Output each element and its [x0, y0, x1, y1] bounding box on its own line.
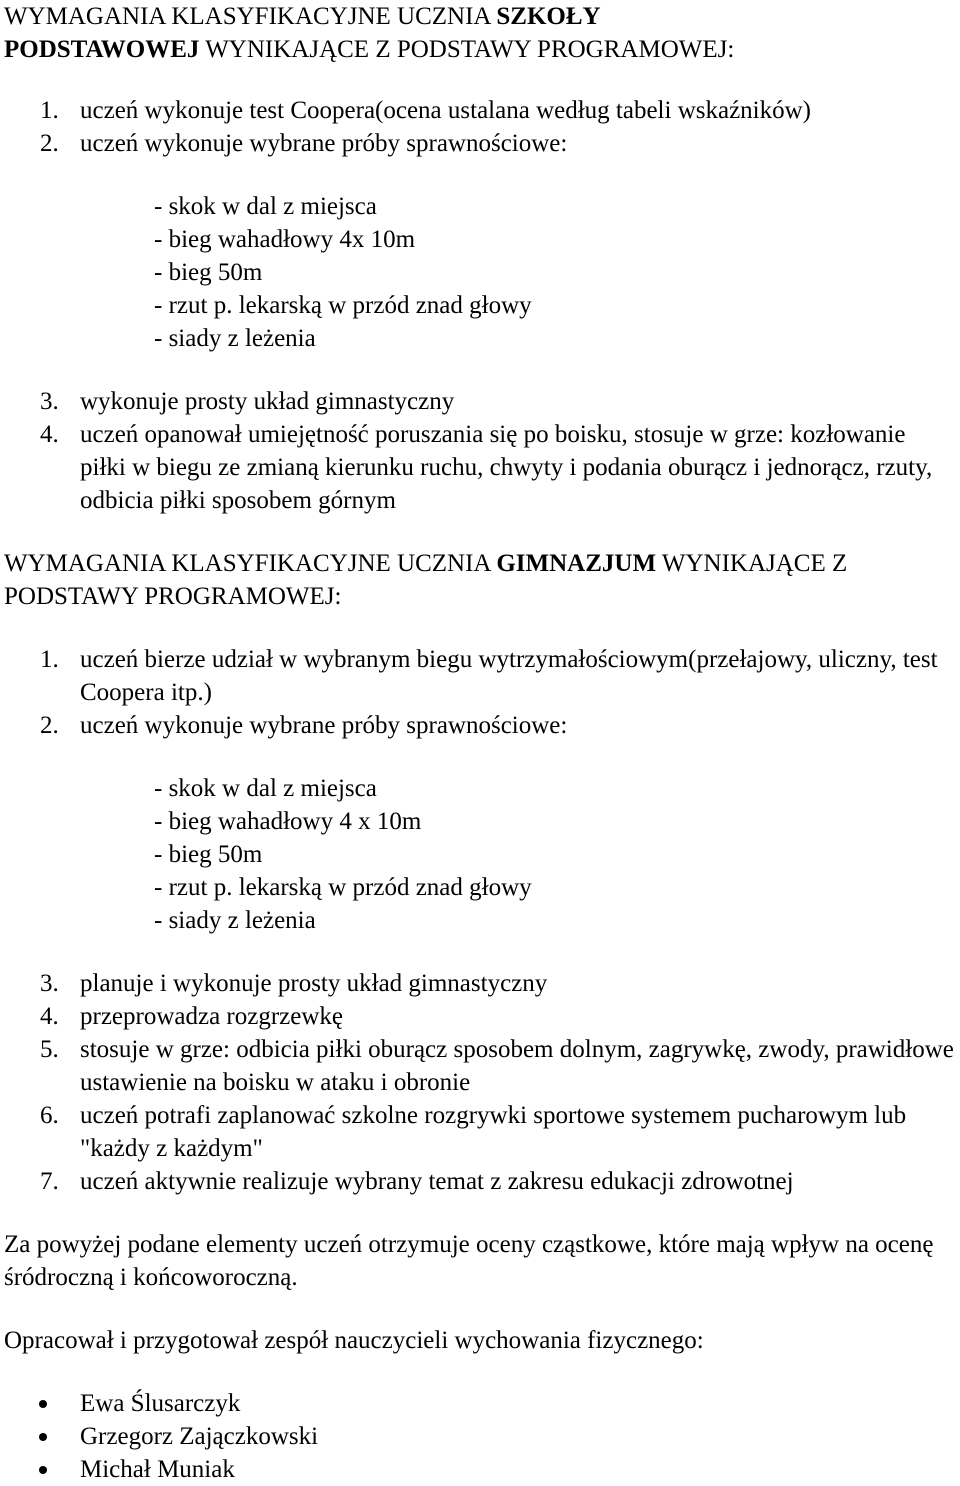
test-item: - rzut p. lekarską w przód znad głowy	[154, 292, 532, 319]
spacer	[4, 1198, 956, 1228]
item-number: 1.	[40, 646, 59, 673]
author-name: Michał Muniak	[80, 1456, 235, 1483]
item-number: 3.	[40, 970, 59, 997]
test-item: - bieg wahadłowy 4 x 10m	[154, 808, 422, 835]
spacer	[4, 66, 956, 94]
item-text: stosuje w grze: odbicia piłki oburącz sposobem dolnym, zagrywkę, zwody, prawidłowe ustawienie na boisku w ataku i obronie	[80, 1036, 954, 1096]
spacer	[4, 517, 956, 547]
section1-requirements-list	[4, 94, 956, 160]
test-item: - bieg wahadłowy 4x 10m	[154, 226, 416, 253]
spacer	[4, 742, 956, 772]
item-text: uczeń opanował umiejętność poruszania się po boisku, stosuje w grze: kozłowanie piłki w biegu ze zmianą kierunku ruchu, chwyty i podania oburącz i jednorącz, rzuty, odbicia piłki sposobem górnym	[80, 421, 933, 514]
bullet-icon	[39, 1400, 47, 1408]
heading-text: WYMAGANIA KLASYFIKACYJNE UCZNIA	[4, 550, 497, 577]
author-item	[80, 1387, 956, 1420]
item-number: 6.	[40, 1102, 59, 1129]
spacer	[4, 1294, 956, 1324]
bullet-icon	[39, 1433, 47, 1441]
list-item	[4, 1033, 956, 1099]
heading-bold-text: PODSTAWOWEJ	[4, 36, 200, 63]
list-item	[4, 1099, 956, 1165]
list-item	[4, 709, 956, 742]
list-item	[4, 94, 956, 127]
list-item	[4, 418, 956, 517]
item-number: 2.	[40, 130, 59, 157]
document-page	[4, 0, 956, 1486]
list-item	[4, 385, 956, 418]
list-item	[4, 967, 956, 1000]
author-item	[80, 1420, 956, 1453]
list-item	[4, 1165, 956, 1198]
test-item: - skok w dal z miejsca	[154, 193, 377, 220]
heading-text: WYNIKAJĄCE Z PODSTAWY PROGRAMOWEJ:	[4, 550, 848, 610]
section1-heading	[4, 0, 956, 66]
list-item	[4, 127, 956, 160]
item-number: 3.	[40, 388, 59, 415]
section1-heading-line2	[4, 33, 956, 66]
item-number: 5.	[40, 1036, 59, 1063]
list-item	[4, 643, 956, 709]
item-text: wykonuje prosty układ gimnastyczny	[80, 388, 455, 415]
section2-requirements-list	[4, 643, 956, 742]
spacer	[4, 937, 956, 967]
item-text: uczeń bierze udział w wybranym biegu wytrzymałościowym(przełajowy, uliczny, test Coopera itp.)	[80, 646, 938, 706]
author-name: Grzegorz Zajączkowski	[80, 1423, 319, 1450]
test-item: - skok w dal z miejsca	[154, 775, 377, 802]
credits-intro: Opracował i przygotował zespół nauczycieli wychowania fizycznego:	[4, 1327, 704, 1354]
item-number: 2.	[40, 712, 59, 739]
author-name: Ewa Ślusarczyk	[80, 1390, 241, 1417]
test-item: - siady z leżenia	[154, 907, 316, 934]
heading-bold-text: SZKOŁY	[496, 3, 601, 30]
item-text: przeprowadza rozgrzewkę	[80, 1003, 344, 1030]
item-text: uczeń wykonuje test Coopera(ocena ustalana według tabeli wskaźników)	[80, 97, 811, 124]
item-number: 4.	[40, 1003, 59, 1030]
summary-paragraph: Za powyżej podane elementy uczeń otrzymuje oceny cząstkowe, które mają wpływ na ocenę śródroczną i końcoworoczną.	[4, 1231, 934, 1291]
spacer	[4, 160, 956, 190]
spacer	[4, 1357, 956, 1387]
heading-text: WYNIKAJĄCE Z PODSTAWY PROGRAMOWEJ:	[199, 36, 735, 63]
test-item: - bieg 50m	[154, 841, 263, 868]
item-text: uczeń potrafi zaplanować szkolne rozgrywki sportowe systemem pucharowym lub "każdy z każdym"	[80, 1102, 907, 1162]
section2-tests-list	[4, 772, 956, 937]
test-item: - rzut p. lekarską w przód znad głowy	[154, 874, 532, 901]
spacer	[4, 613, 956, 643]
section1-heading-line1	[4, 0, 956, 33]
heading-text: WYMAGANIA KLASYFIKACYJNE UCZNIA	[4, 3, 497, 30]
section2-requirements-list-cont	[4, 967, 956, 1198]
section1-requirements-list-cont	[4, 385, 956, 517]
list-item	[4, 1000, 956, 1033]
test-item: - bieg 50m	[154, 259, 263, 286]
item-number: 4.	[40, 421, 59, 448]
item-text: uczeń wykonuje wybrane próby sprawnościowe:	[80, 712, 568, 739]
spacer	[4, 355, 956, 385]
item-text: uczeń aktywnie realizuje wybrany temat z zakresu edukacji zdrowotnej	[80, 1168, 794, 1195]
item-text: planuje i wykonuje prosty układ gimnastyczny	[80, 970, 548, 997]
item-number: 1.	[40, 97, 59, 124]
heading-bold-text: GIMNAZJUM	[496, 550, 657, 577]
item-text: uczeń wykonuje wybrane próby sprawnościowe:	[80, 130, 568, 157]
section1-tests-list	[4, 190, 956, 355]
item-number: 7.	[40, 1168, 59, 1195]
test-item: - siady z leżenia	[154, 325, 316, 352]
section2-heading	[4, 547, 956, 613]
author-item	[80, 1453, 956, 1486]
authors-list	[4, 1387, 956, 1486]
